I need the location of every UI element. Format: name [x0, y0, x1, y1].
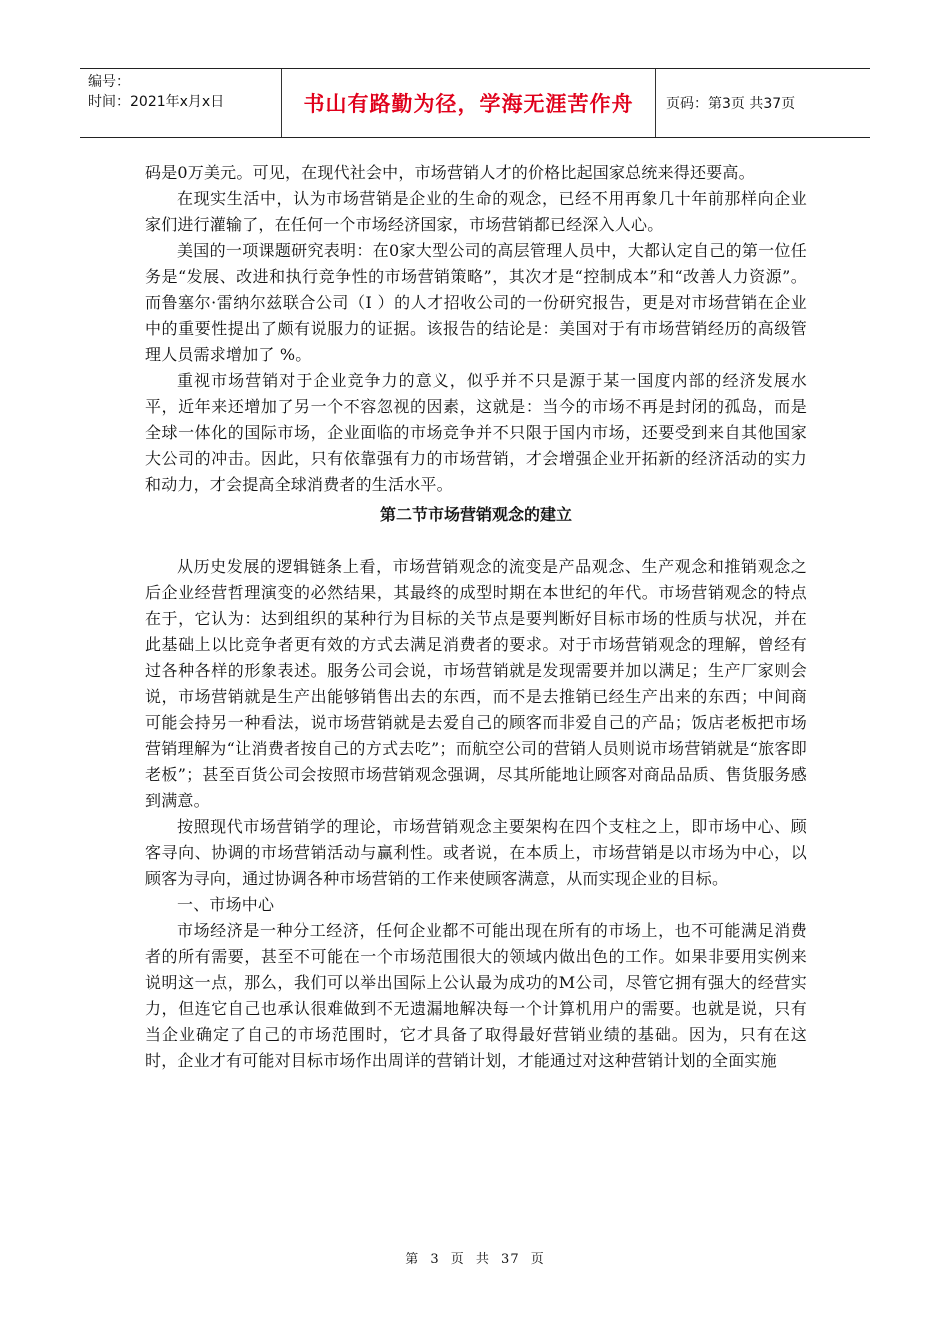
- header-page-info: [656, 69, 870, 137]
- header-motto: 书山有路勤为径，学海无涯苦作舟: [303, 92, 634, 116]
- paragraph: 在现实生活中，认为市场营销是企业的生命的观念，已经不用再象几十年前那样向企业家们进行灌输了，在任何一个市场经济国家，市场营销都已经深入人心。: [145, 189, 807, 234]
- paragraph: 市场经济是一种分工经济，任何企业都不可能出现在所有的市场上，也不可能满足消费者的所有需要，甚至不可能在一个市场范围很大的领域内做出色的工作。如果非要用实例来说明这一点，那么，我们可以举出国际上公认最为成功的M公司，尽管它拥有强大的经营实力，但连它自己也承认很难做到不无遗漏地解决每一个计算机用户的需要。也就是说，只有当企业确定了自己的市场范围时，它才具备了取得最好营销业绩的基础。因为，只有在这时，企业才有可能对目标市场作出周详的营销计划，才能通过对这种营销计划的全面实施: [145, 921, 807, 1070]
- header-motto-cell: [282, 69, 656, 137]
- subsection-heading: 一、市场中心: [177, 895, 275, 914]
- paragraph: 码是0万美元。可见，在现代社会中，市场营销人才的价格比起国家总统来得还要高。: [145, 163, 755, 182]
- page-footer: 第 3 页 共 37 页: [405, 1252, 545, 1267]
- page-info-text: 页码：第3页 共37页: [666, 96, 796, 112]
- header-meta: [80, 69, 282, 137]
- page-header: [80, 68, 870, 138]
- paragraph: 按照现代市场营销学的理论，市场营销观念主要架构在四个支柱之上，即市场中心、顾客寻向、协调的市场营销活动与赢利性。或者说，在本质上，市场营销是以市场为中心，以顾客为寻向，通过协调各种市场营销的工作来使顾客满意，从而实现企业的目标。: [145, 817, 807, 888]
- paragraph: 从历史发展的逻辑链条上看，市场营销观念的流变是产品观念、生产观念和推销观念之后企业经营哲理演变的必然结果，其最终的成型时期在本世纪的年代。市场营销观念的特点在于，它认为：达到组织的某种行为目标的关节点是要判断好目标市场的性质与状况，并在此基础上以比竞争者更有效的方式去满足消费者的要求。对于市场营销观念的理解，曾经有过各种各样的形象表述。服务公司会说，市场营销就是发现需要并加以满足；生产厂家则会说，市场营销就是生产出能够销售出去的东西，而不是去推销已经生产出来的东西；中间商可能会持另一种看法，说市场营销就是去爱自己的顾客而非爱自己的产品；饭店老板把市场营销理解为“让消费者按自己的方式去吃”；而航空公司的营销人员则说市场营销就是“旅客即老板”；甚至百货公司会按照市场营销观念强调，尽其所能地让顾客对商品品质、售货服务感到满意。: [145, 557, 807, 810]
- document-number-label: 编号：: [88, 74, 130, 90]
- section-heading: 第二节市场营销观念的建立: [379, 505, 572, 524]
- document-body: [145, 160, 807, 1074]
- paragraph: 美国的一项课题研究表明：在0家大型公司的高层管理人员中，大都认定自己的第一位任务是“发展、改进和执行竞争性的市场营销策略”，其次才是“控制成本”和“改善人力资源”。而鲁塞尔·雷纳尔兹联合公司（I ）的人才招收公司的一份研究报告，更是对市场营销在企业中的重要性提出了颇有说服力的证据。该报告的结论是：美国对于有市场营销经历的高级管理人员需求增加了 %。: [145, 241, 807, 364]
- paragraph: 重视市场营销对于企业竞争力的意义，似乎并不只是源于某一国度内部的经济发展水平，近年来还增加了另一个不容忽视的因素，这就是：当今的市场不再是封闭的孤岛，而是全球一体化的国际市场，企业面临的市场竞争并不只限于国内市场，还要受到来自其他国家大公司的冲击。因此，只有依靠强有力的市场营销，才会增强企业开拓新的经济活动的实力和动力，才会提高全球消费者的生活水平。: [145, 371, 807, 494]
- document-date-label: 时间：2021年x月x日: [88, 94, 225, 110]
